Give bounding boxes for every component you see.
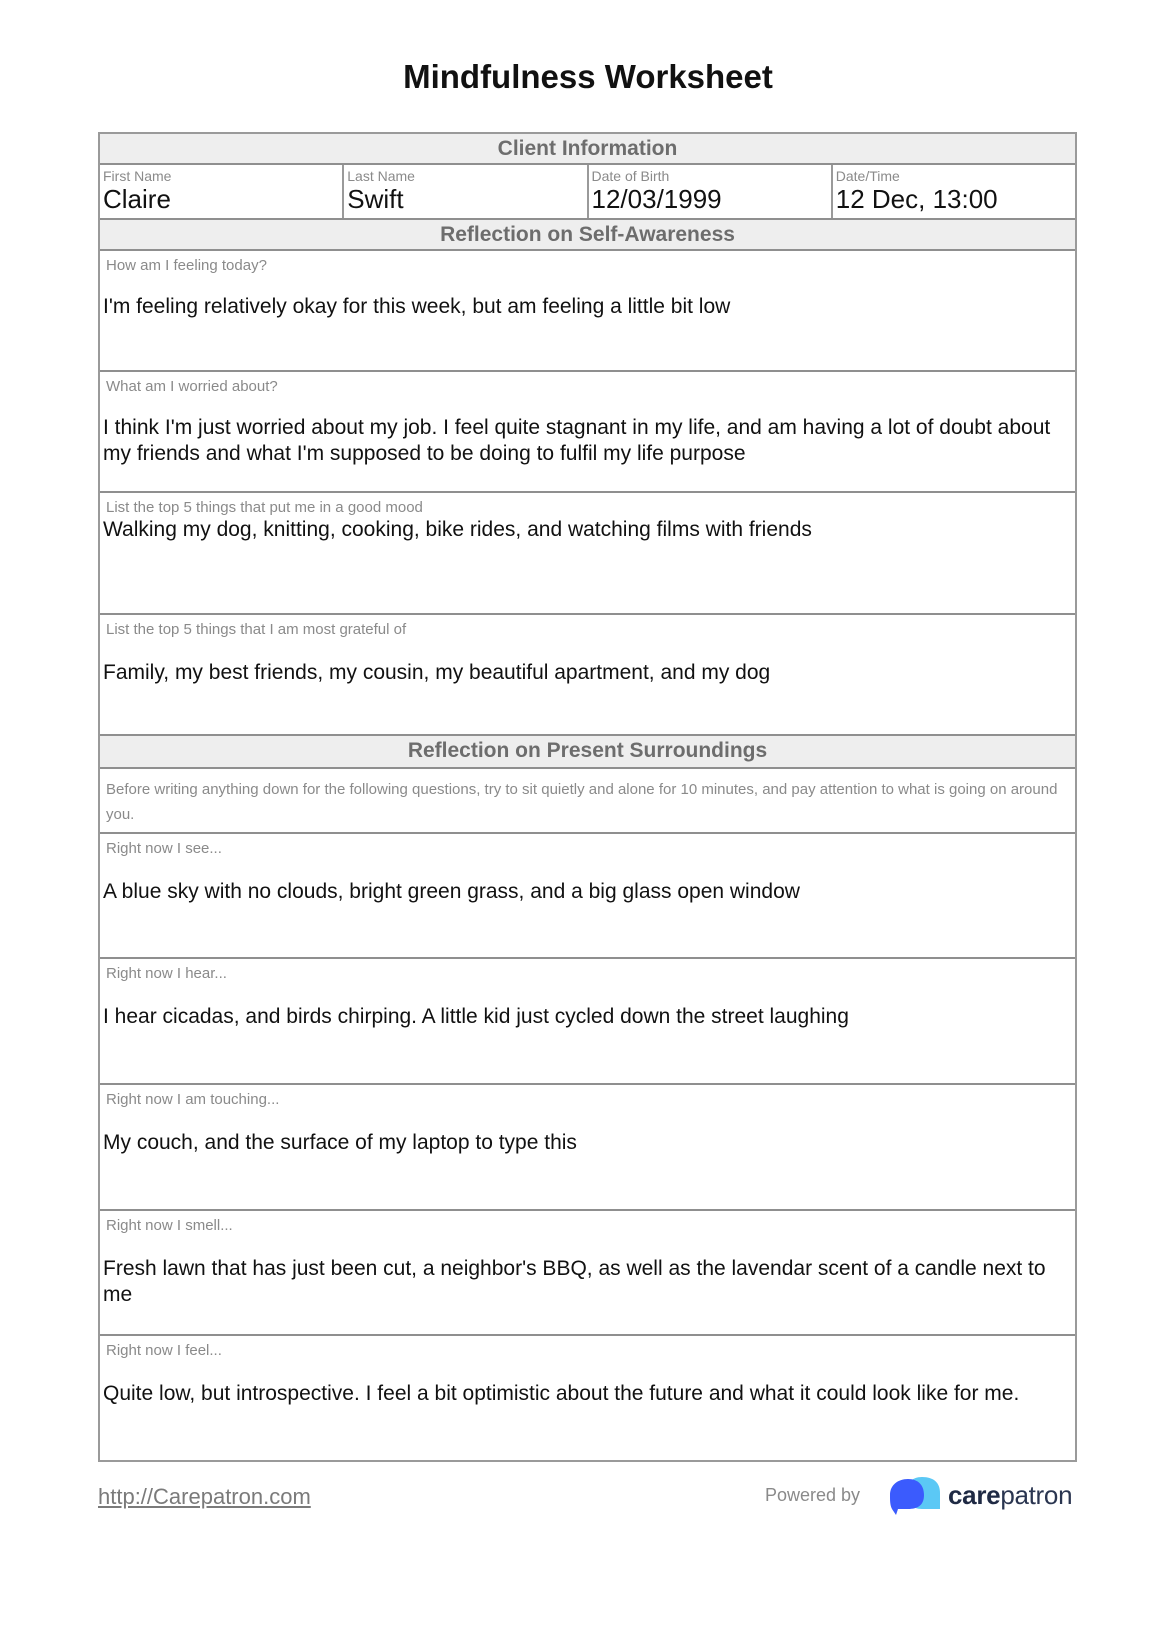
question-smell[interactable] [100, 1211, 1075, 1336]
field-label: Last Name [347, 168, 415, 184]
question-label: List the top 5 things that put me in a good mood [106, 499, 423, 516]
date-time-field[interactable] [833, 165, 1075, 218]
carepatron-logo[interactable] [888, 1475, 1072, 1515]
client-information-heading: Client Information [100, 134, 1075, 165]
question-touching[interactable] [100, 1085, 1075, 1211]
powered-by-text: Powered by [765, 1485, 861, 1505]
question-see[interactable] [100, 834, 1075, 959]
question-worried-about[interactable] [100, 372, 1075, 493]
question-answer: I'm feeling relatively okay for this week, but am feeling a little bit low [103, 295, 731, 318]
question-label: List the top 5 things that I am most grateful of [106, 621, 407, 638]
question-good-mood[interactable] [100, 493, 1075, 615]
question-feel[interactable] [100, 1336, 1075, 1460]
question-label: Right now I smell... [106, 1217, 233, 1234]
question-answer: I hear cicadas, and birds chirping. A little kid just cycled down the street laughing [103, 1005, 849, 1028]
question-feeling-today[interactable] [100, 251, 1075, 372]
field-value: 12/03/1999 [591, 184, 722, 214]
question-label: How am I feeling today? [106, 257, 267, 274]
question-answer: Family, my best friends, my cousin, my beautiful apartment, and my dog [103, 661, 771, 684]
question-grateful-of[interactable] [100, 615, 1075, 736]
instructions-note: Before writing anything down for the following questions, try to sit quietly and alone for 10 minutes, and pay attention to what is going on around you. [100, 769, 1075, 834]
field-label: Date/Time [835, 168, 900, 184]
carepatron-logo-icon [888, 1475, 944, 1515]
question-hear[interactable] [100, 959, 1075, 1085]
field-label: First Name [103, 168, 172, 184]
carepatron-wordmark [948, 1480, 1072, 1511]
page-title: Mindfulness Worksheet [403, 58, 773, 95]
question-label: Right now I see... [106, 840, 222, 857]
question-label: What am I worried about? [106, 378, 278, 395]
question-answer: A blue sky with no clouds, bright green grass, and a big glass open window [103, 880, 800, 903]
question-answer: Fresh lawn that has just been cut, a neighbor's BBQ, as well as the lavendar scent of a candle next to me [103, 1257, 1046, 1306]
field-value: Swift [347, 184, 404, 214]
first-name-field[interactable] [100, 165, 344, 218]
self-awareness-heading: Reflection on Self-Awareness [100, 220, 1075, 251]
field-value: 12 Dec, 13:00 [835, 184, 998, 214]
question-answer: I think I'm just worried about my job. I feel quite stagnant in my life, and am having a lot of doubt about my friends and what I'm supposed to be doing to fulfil my life purpose [103, 416, 1051, 465]
question-label: Right now I am touching... [106, 1091, 280, 1108]
field-value: Claire [103, 184, 171, 214]
worksheet-table [98, 132, 1077, 1462]
question-label: Right now I hear... [106, 965, 227, 982]
question-answer: My couch, and the surface of my laptop to type this [103, 1131, 577, 1154]
last-name-field[interactable] [344, 165, 588, 218]
client-info-row [100, 165, 1075, 220]
question-answer: Walking my dog, knitting, cooking, bike rides, and watching films with friends [103, 518, 812, 541]
question-label: Right now I feel... [106, 1342, 222, 1359]
question-answer: Quite low, but introspective. I feel a bit optimistic about the future and what it could look like for me. [103, 1382, 1020, 1405]
present-surroundings-heading: Reflection on Present Surroundings [100, 736, 1075, 769]
logo-bold-text: care [948, 1479, 1001, 1510]
field-label: Date of Birth [591, 168, 670, 184]
date-of-birth-field[interactable] [589, 165, 833, 218]
logo-light-text: patron [1000, 1479, 1073, 1510]
carepatron-link[interactable]: http://Carepatron.com [98, 1484, 311, 1509]
